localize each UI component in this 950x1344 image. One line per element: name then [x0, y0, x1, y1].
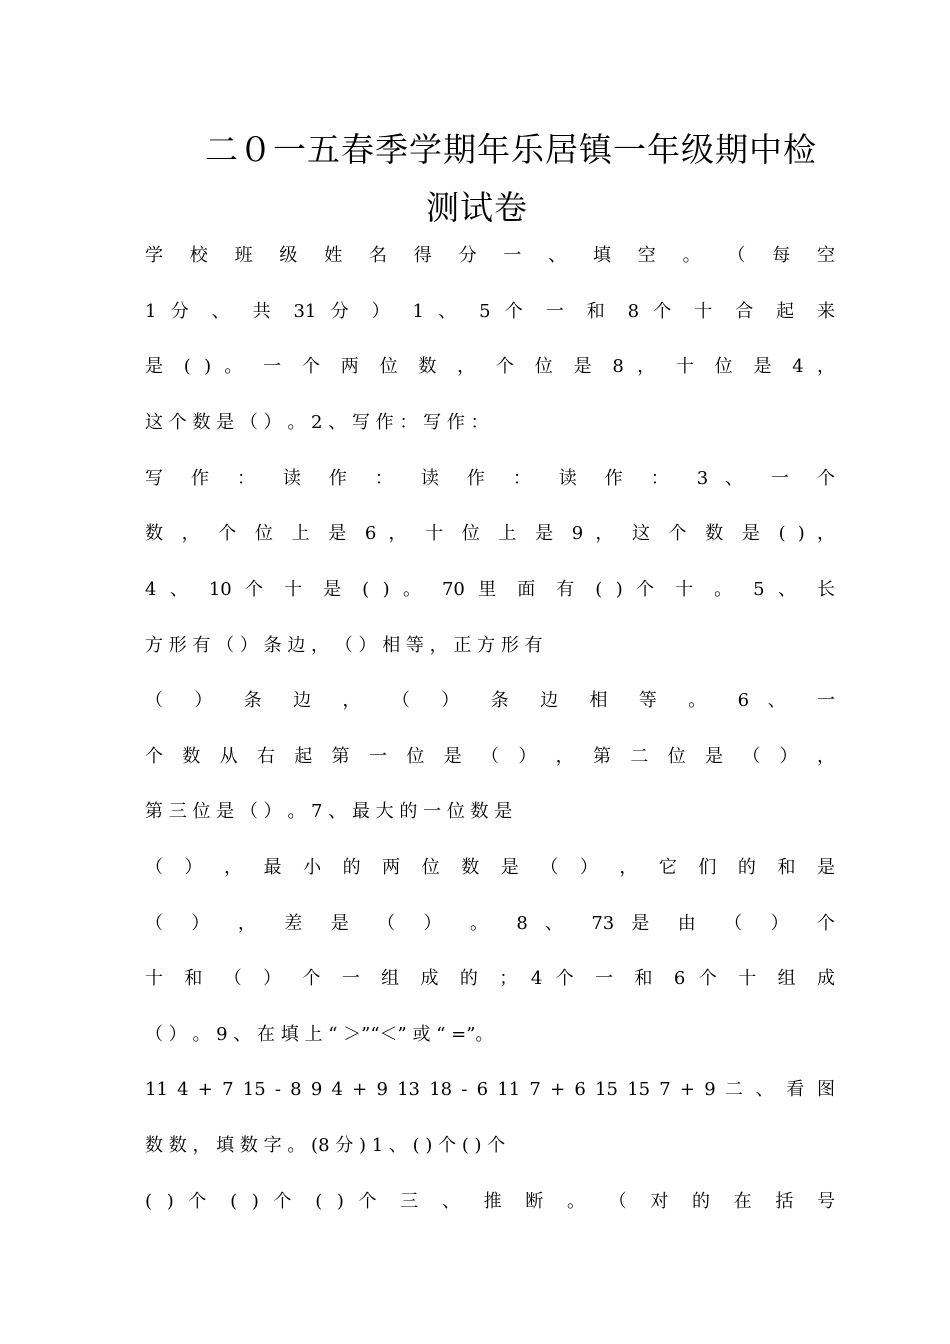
body-line-14: 十 和 （ ） 个 一 组 成 的 ； 4 个 一 和 6 个 十 组 成	[145, 968, 835, 989]
body-line-4: 这 个 数 是 （ ） 。 2 、 写 作 ： 写 作 ：	[145, 412, 489, 433]
body-line-18: ( ) 个 ( ) 个 ( ) 个 三 、 推 断 。 （ 对 的 在 括 号	[145, 1191, 835, 1212]
body-line-15: （ ） 。 9 、 在 填 上 “ ＞”“＜” 或 “ =”。	[145, 1024, 494, 1045]
document-title-line-2: 测试卷	[426, 188, 528, 227]
body-line-5: 写 作 ： 读 作 ： 读 作 ： 读 作 ： 3 、 一 个	[145, 468, 835, 489]
body-line-3: 是 ( ) 。 一 个 两 位 数 ， 个 位 是 8 ， 十 位 是 4 ，	[145, 356, 835, 377]
body-line-6: 数 ， 个 位 上 是 6 ， 十 位 上 是 9 ， 这 个 数 是 ( ) ，	[145, 523, 835, 544]
body-line-2: 1 分 、 共 31 分 ） 1 、 5 个 一 和 8 个 十 合 起 来	[145, 301, 835, 322]
body-line-9: （ ） 条 边 ， （ ） 条 边 相 等 。 6 、 一	[145, 690, 835, 711]
body-line-17: 数 数 ， 填 数 字 。 (8 分 ) 1 、 ( ) 个 ( ) 个	[145, 1135, 506, 1156]
body-line-12: （ ） ， 最 小 的 两 位 数 是 （ ） ， 它 们 的 和 是	[145, 857, 835, 878]
body-line-11: 第 三 位 是 （ ） 。 7 、 最 大 的 一 位 数 是	[145, 801, 513, 822]
body-line-16: 11 4 + 7 15 - 8 9 4 + 9 13 18 - 6 11 7 + 6 15 15 7 + 9 二 、 看 图	[145, 1079, 835, 1100]
document-title-line-1: 二０一五春季学期年乐居镇一年级期中检	[205, 130, 817, 169]
body-line-13: （ ） ， 差 是 （ ） 。 8 、 73 是 由 （ ） 个	[145, 913, 835, 934]
body-line-8: 方 形 有 （ ） 条 边 ， （ ） 相 等 ， 正 方 形 有	[145, 635, 543, 656]
body-line-7: 4 、 10 个 十 是 ( ) 。 70 里 面 有 ( ) 个 十 。 5 、 长	[145, 579, 835, 600]
body-line-10: 个 数 从 右 起 第 一 位 是 （ ） ， 第 二 位 是 （ ） ，	[145, 746, 835, 767]
body-line-1: 学 校 班 级 姓 名 得 分 一 、 填 空 。 （ 每 空	[145, 245, 835, 266]
